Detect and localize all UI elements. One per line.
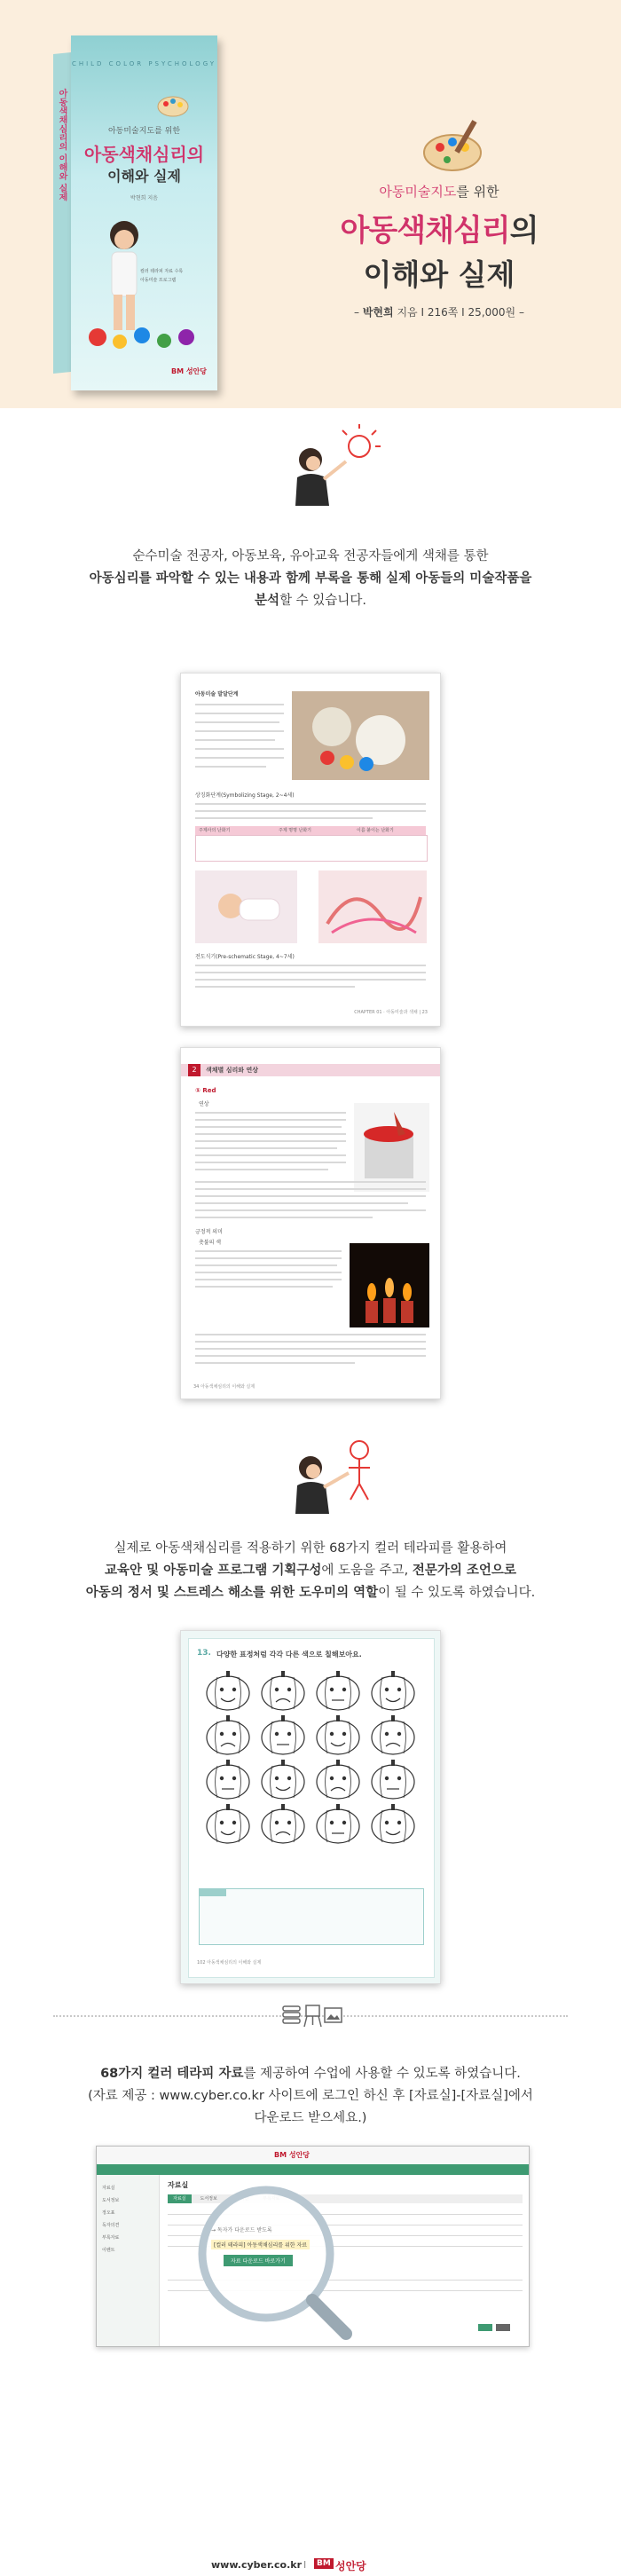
worksheet-page (180, 1630, 441, 1984)
crayon-drawing-photo (318, 870, 427, 943)
magnify-line-2[interactable]: [컬러 테라피] 아동색채심리를 위한 자료 (211, 2240, 310, 2249)
tab-bookinfo[interactable]: 도서정보 (200, 2196, 217, 2202)
child-painting-photo (292, 691, 429, 780)
site-sidebar (97, 2175, 160, 2346)
cover-title-line2: 이해와 실제 (107, 168, 181, 185)
subsection-association: 연상 (199, 1101, 209, 1107)
intro-paragraph: 순수미술 전공자, 아동보육, 유아교육 전공자들에게 색채를 통한 아동심리를 파악할 수 있는 내용과 함께 부록을 통해 실제 아동들의 미술작품을 분석할 수 있습니다. (89, 549, 532, 608)
sidebar-item[interactable]: 독자의견 (102, 2223, 120, 2228)
site-section-title: 자료실 (168, 2181, 189, 2189)
candles-photo (350, 1243, 429, 1327)
book-cover-3d (53, 35, 217, 390)
sidebar-menu (102, 2182, 119, 2257)
sample2-footer: 34 아동색채심리의 이해와 실제 (193, 1384, 255, 1390)
pumpkin-face (262, 1804, 304, 1843)
pumpkin-face (317, 1760, 359, 1799)
subsection-candle: 촛불의 색 (199, 1240, 222, 1246)
sample1-heading-b: 전도식기(Pre-schematic Stage, 4~7세) (195, 954, 295, 960)
site-logo[interactable]: BM 성안당 (274, 2151, 310, 2159)
cover-english-title: CHILD COLOR PSYCHOLOGY (71, 60, 217, 67)
spine-title: 아동색채심리의 이해와 실제 (57, 88, 67, 202)
pumpkin-face (207, 1804, 249, 1843)
pumpkin-face (207, 1671, 249, 1710)
footer-logo-badge: BM (314, 2558, 334, 2569)
pumpkin-faces-grid (200, 1670, 421, 1847)
program-paragraph: 실제로 아동색채심리를 적용하기 위한 68가지 컬러 테라피를 활용하여 교육안 및 아동미술 프로그램 기획구성에 도움을 주고, 전문가의 조언으로 아동의 정서 및 스트레스 해소를 위한 도우미의 역할이 될 수 있도록 하였습니다. (85, 1541, 536, 1600)
cover-note-2: 아동미술 프로그램 (140, 278, 177, 283)
sample-page-2 (180, 1047, 441, 1399)
book-cover (71, 35, 217, 390)
picture-frame-icon (322, 2003, 344, 2029)
page-footer (0, 2556, 621, 2576)
pumpkin-face (262, 1760, 304, 1799)
table-head-1: 주제사의 난화기 (199, 828, 231, 833)
sample3-footer: 102 아동색채심리의 이해와 실제 (197, 1960, 262, 1965)
worksheet-instruction: 다양한 표정처럼 각각 다른 색으로 칠해보아요. (216, 1650, 362, 1658)
hero-title-line2: 이해와 실제 (363, 257, 515, 292)
pumpkin-face (372, 1760, 414, 1799)
footer-logo-text: 성안당 (335, 2560, 366, 2572)
child-drawing-illustration-2 (271, 1430, 395, 1519)
sidebar-item[interactable]: 도서정보 (102, 2198, 120, 2203)
red-paint-can-photo (354, 1103, 429, 1192)
paint-blobs (80, 319, 213, 355)
sample1-table-body (195, 835, 428, 862)
sidebar-item[interactable]: 정오표 (102, 2210, 115, 2216)
pumpkin-face (262, 1715, 304, 1754)
cover-author: 박현희 지음 (130, 195, 158, 201)
worksheet-number: 13. (197, 1649, 211, 1658)
magnify-line-1: → 독자가 다운로드 받도록 (211, 2227, 272, 2233)
pumpkin-face (317, 1715, 359, 1754)
sample1-heading-a: 상징화단계(Symbolizing Stage, 2~4세) (195, 792, 295, 799)
cover-note-1: 컬러 테라피 자료 수록 (140, 269, 184, 274)
chapter-number: 2 (188, 1064, 200, 1076)
download-paragraph: 68가지 컬러 테라피 자료를 제공하여 수업에 사용할 수 있도록 하였습니다. (자료 제공 : www.cyber.co.kr 사이트에 로그인 하신 후 [자료실]-[자료실]에서 다운로드 받으세요.) (88, 2067, 533, 2125)
pumpkin-face (262, 1671, 304, 1710)
download-link-button[interactable]: 자료 다운로드 바로가기 (224, 2255, 293, 2266)
pumpkin-face (317, 1671, 359, 1710)
pumpkin-face (317, 1804, 359, 1843)
notes-box (199, 1888, 424, 1945)
footer-url[interactable]: www.cyber.co.kr (211, 2559, 303, 2571)
hero-meta: – 박현희 지음 I 216쪽 I 25,000원 – (354, 306, 524, 319)
cover-publisher: BM 성안당 (170, 367, 207, 375)
sample-page-1 (180, 673, 441, 1027)
magnifier-glass (186, 2178, 399, 2347)
palette-icon (155, 91, 191, 119)
easel-icon (302, 2003, 324, 2029)
hero-banner (0, 0, 621, 408)
pumpkin-face (372, 1715, 414, 1754)
pumpkin-face (372, 1671, 414, 1710)
baby-photo (195, 870, 297, 943)
sample1-footer: CHAPTER 01 · 아동미술과 색채 | 23 (354, 1010, 428, 1015)
child-drawing-illustration (271, 424, 395, 513)
cover-subtitle: 아동미술지도를 위한 (107, 127, 181, 136)
sample1-section-title: 아동미술 발달단계 (195, 691, 239, 697)
table-head-2: 주제 명명 난화기 (279, 828, 311, 833)
cover-title-line1: 아동색채심리의 (83, 144, 205, 165)
sidebar-item[interactable]: 자료실 (102, 2186, 115, 2191)
hero-kicker: 아동미술지도를 위한 (379, 184, 499, 200)
table-head-3: 이름 붙이는 난화기 (357, 828, 394, 833)
pumpkin-face (207, 1760, 249, 1799)
chapter-title: 색채별 심리와 연상 (206, 1067, 258, 1074)
books-stack-icon (280, 2003, 303, 2029)
tab-archive[interactable]: 자료실 (168, 2194, 192, 2203)
hero-title-line1: 아동색채심리의 (340, 213, 538, 248)
palette-brush-icon (417, 115, 497, 177)
sidebar-item[interactable]: 이벤트 (102, 2248, 115, 2253)
book-spine (53, 52, 71, 374)
sidebar-item[interactable]: 부록자료 (102, 2235, 120, 2241)
pumpkin-face (207, 1715, 249, 1754)
footer-separator: I (303, 2559, 307, 2571)
subsection-positive: 긍정적 의미 (195, 1229, 223, 1235)
pumpkin-face (372, 1804, 414, 1843)
section-red: ① Red (195, 1087, 216, 1094)
